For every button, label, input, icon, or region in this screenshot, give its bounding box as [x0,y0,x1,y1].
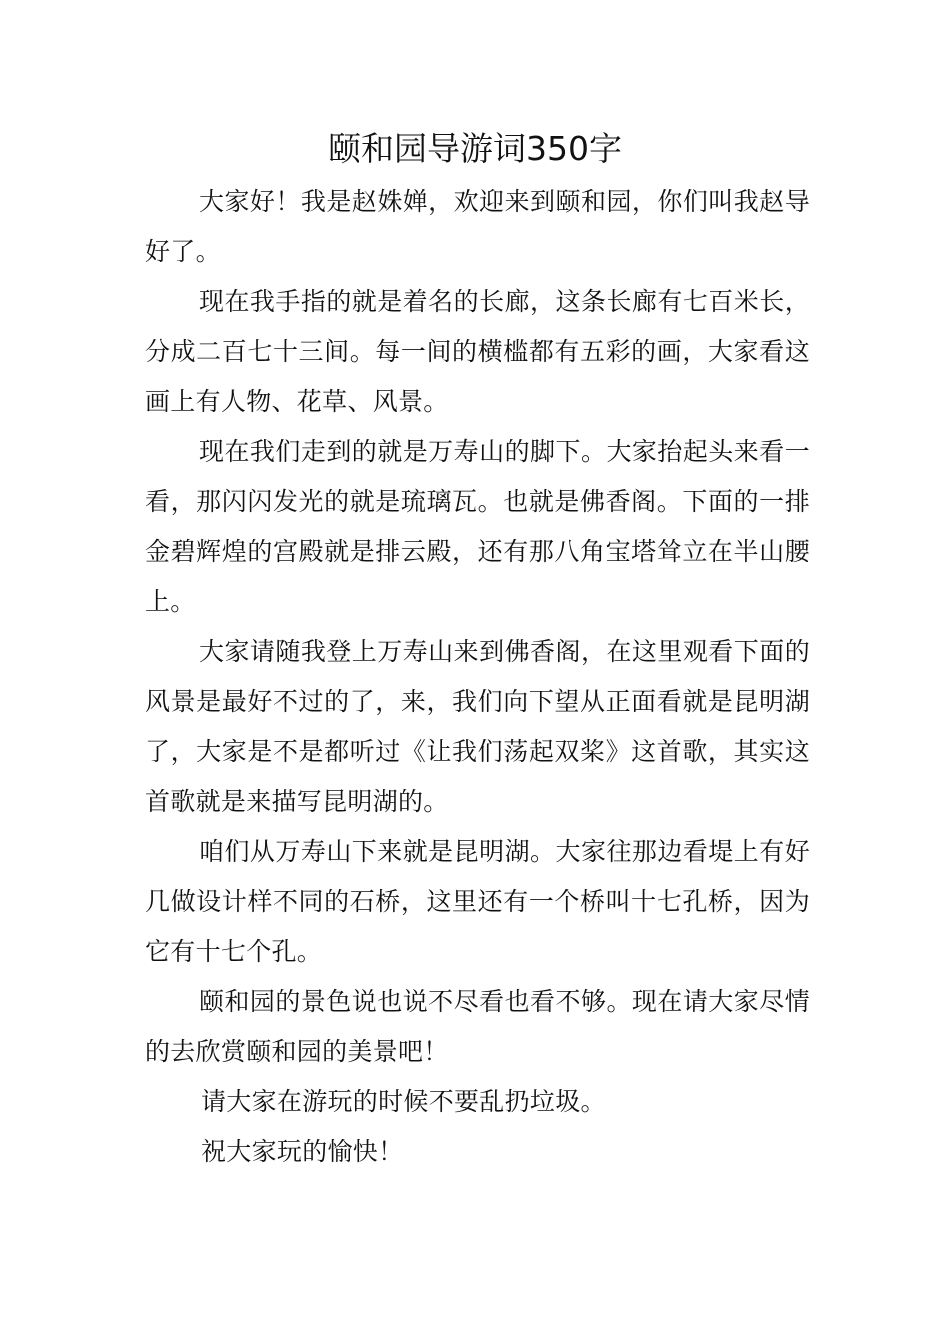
document-title: 颐和园导游词350字 [328,129,622,168]
paragraph-long-corridor: 现在我手指的就是着名的长廊，这条长廊有七百米长，分成二百七十三间。每一间的横槛都有五彩的画，大家看这画上有人物、花草、风景。 [145,287,810,416]
document-body [145,177,810,1177]
paragraph-kunming-lake: 咱们从万寿山下来就是昆明湖。大家往那边看堤上有好几做设计样不同的石桥，这里还有一个桥叫十七孔桥，因为它有十七个孔。 [145,837,810,966]
paragraph-farewell: 祝大家玩的愉快！ [201,1137,404,1166]
paragraph-no-litter: 请大家在游玩的时候不要乱扔垃圾。 [201,1087,606,1116]
paragraph-greeting: 大家好！我是赵姝婵，欢迎来到颐和园，你们叫我赵导好了。 [145,187,810,266]
paragraph-tower-of-buddhist-incense: 大家请随我登上万寿山来到佛香阁，在这里观看下面的风景是最好不过的了，来，我们向下望从正面看就是昆明湖了，大家是不是都听过《让我们荡起双桨》这首歌，其实这首歌就是来描写昆明湖的。 [145,637,810,816]
paragraph-longevity-hill: 现在我们走到的就是万寿山的脚下。大家抬起头来看一看，那闪闪发光的就是琉璃瓦。也就是佛香阁。下面的一排金碧辉煌的宫殿就是排云殿，还有那八角宝塔耸立在半山腰上。 [145,437,810,616]
paragraph-scenery: 颐和园的景色说也说不尽看也看不够。现在请大家尽情的去欣赏颐和园的美景吧！ [145,987,810,1066]
